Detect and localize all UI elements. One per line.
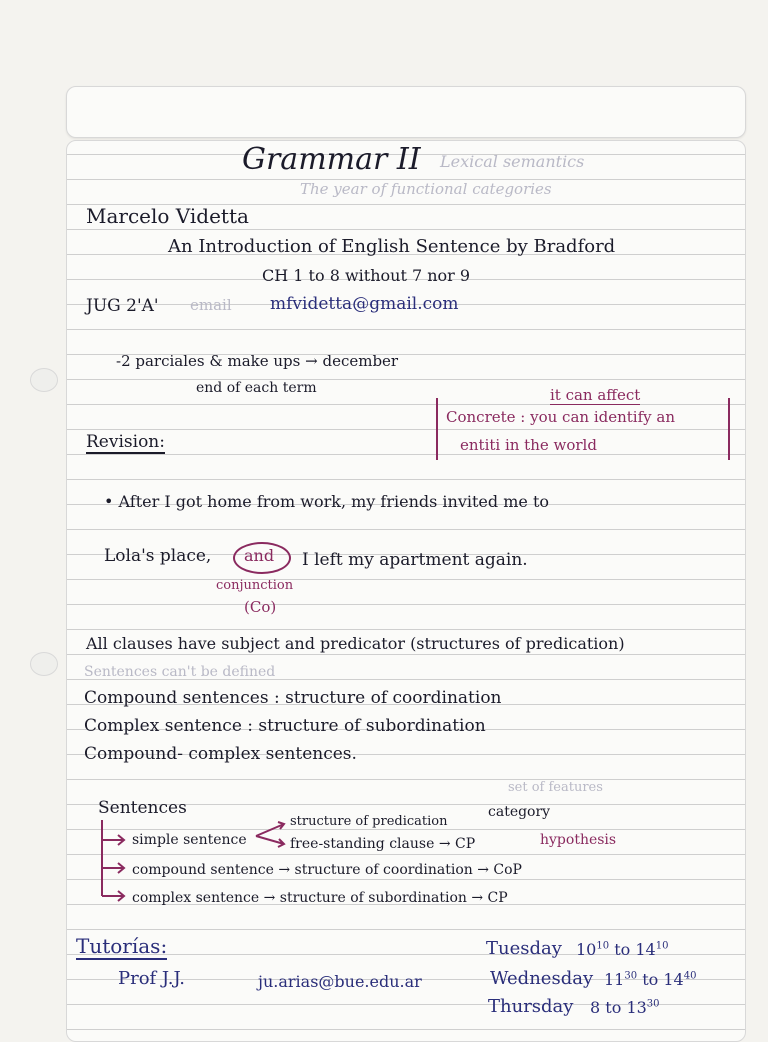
compound-definition: Compound sentences : structure of coordination — [84, 688, 502, 708]
tutor-email: ju.arias@bue.edu.ar — [258, 972, 422, 991]
revision-heading: Revision: — [86, 432, 165, 452]
compound-sentence-row: compound sentence → structure of coordination → CoP — [132, 862, 522, 878]
bracket-arrows — [94, 818, 134, 908]
clauses-line: All clauses have subject and predicator (structures of predication) — [86, 634, 625, 653]
binder-hole-lower — [30, 652, 58, 676]
teacher-email: mfvidetta@gmail.com — [270, 294, 459, 314]
page-title: Grammar II — [242, 142, 421, 177]
sentences-heading: Sentences — [98, 798, 187, 818]
time-thursday: 8 to $13^{30}$ — [590, 998, 660, 1017]
chapters: CH 1 to 8 without 7 nor 9 — [262, 266, 471, 285]
day-thursday: Thursday — [488, 996, 574, 1017]
note-line-1: Concrete : you can identify an — [446, 408, 675, 426]
category-label: category — [488, 804, 551, 820]
faint-subtitle: Lexical semantics — [440, 152, 585, 171]
time-tuesday: $10^{10}$ to $14^{10}$ — [576, 940, 669, 959]
hypothesis-note: hypothesis — [540, 832, 617, 848]
day-wednesday: Wednesday — [490, 968, 594, 989]
simple-sentence: simple sentence — [132, 832, 247, 848]
simple-free-standing: free-standing clause → CP — [290, 836, 476, 852]
conjunction-abbr: (Co) — [244, 598, 277, 616]
note-above: it can affect — [550, 386, 641, 404]
conjunction-label: conjunction — [216, 578, 294, 593]
top-notebook-strip — [66, 86, 746, 138]
simple-predication: structure of predication — [290, 814, 448, 829]
exams-term: end of each term — [196, 380, 317, 396]
teacher-name: Marcelo Videtta — [86, 204, 249, 228]
binder-hole-upper — [30, 368, 58, 392]
book-title: An Introduction of English Sentence by Bradford — [168, 236, 616, 257]
split-arrows — [254, 818, 290, 852]
revision-sentence-2b: I left my apartment again. — [302, 550, 528, 570]
complex-definition: Complex sentence : structure of subordination — [84, 716, 486, 736]
time-wednesday: $11^{30}$ to $14^{40}$ — [604, 970, 697, 989]
and-word: and — [244, 546, 275, 565]
revision-sentence-2a: Lola's place, — [104, 546, 212, 566]
complex-sentence-row: complex sentence → structure of subordination → CP — [132, 890, 508, 906]
faint-sentences-note: Sentences can't be defined — [84, 664, 276, 680]
day-tuesday: Tuesday — [486, 938, 562, 959]
faint-tagline: The year of functional categories — [300, 180, 552, 198]
note-line-2: entiti in the world — [460, 436, 597, 454]
tutor-name: Prof J.J. — [118, 968, 186, 989]
room: JUG 2'A' — [86, 296, 159, 316]
faint-features-note: set of features — [508, 780, 603, 795]
tutorias-heading: Tutorías: — [76, 934, 168, 958]
email-label: email — [190, 296, 232, 314]
exams-line: -2 parciales & make ups → december — [116, 352, 399, 370]
revision-sentence-1: • After I got home from work, my friends invited me to — [104, 492, 550, 511]
compound-complex-definition: Compound- complex sentences. — [84, 744, 357, 764]
